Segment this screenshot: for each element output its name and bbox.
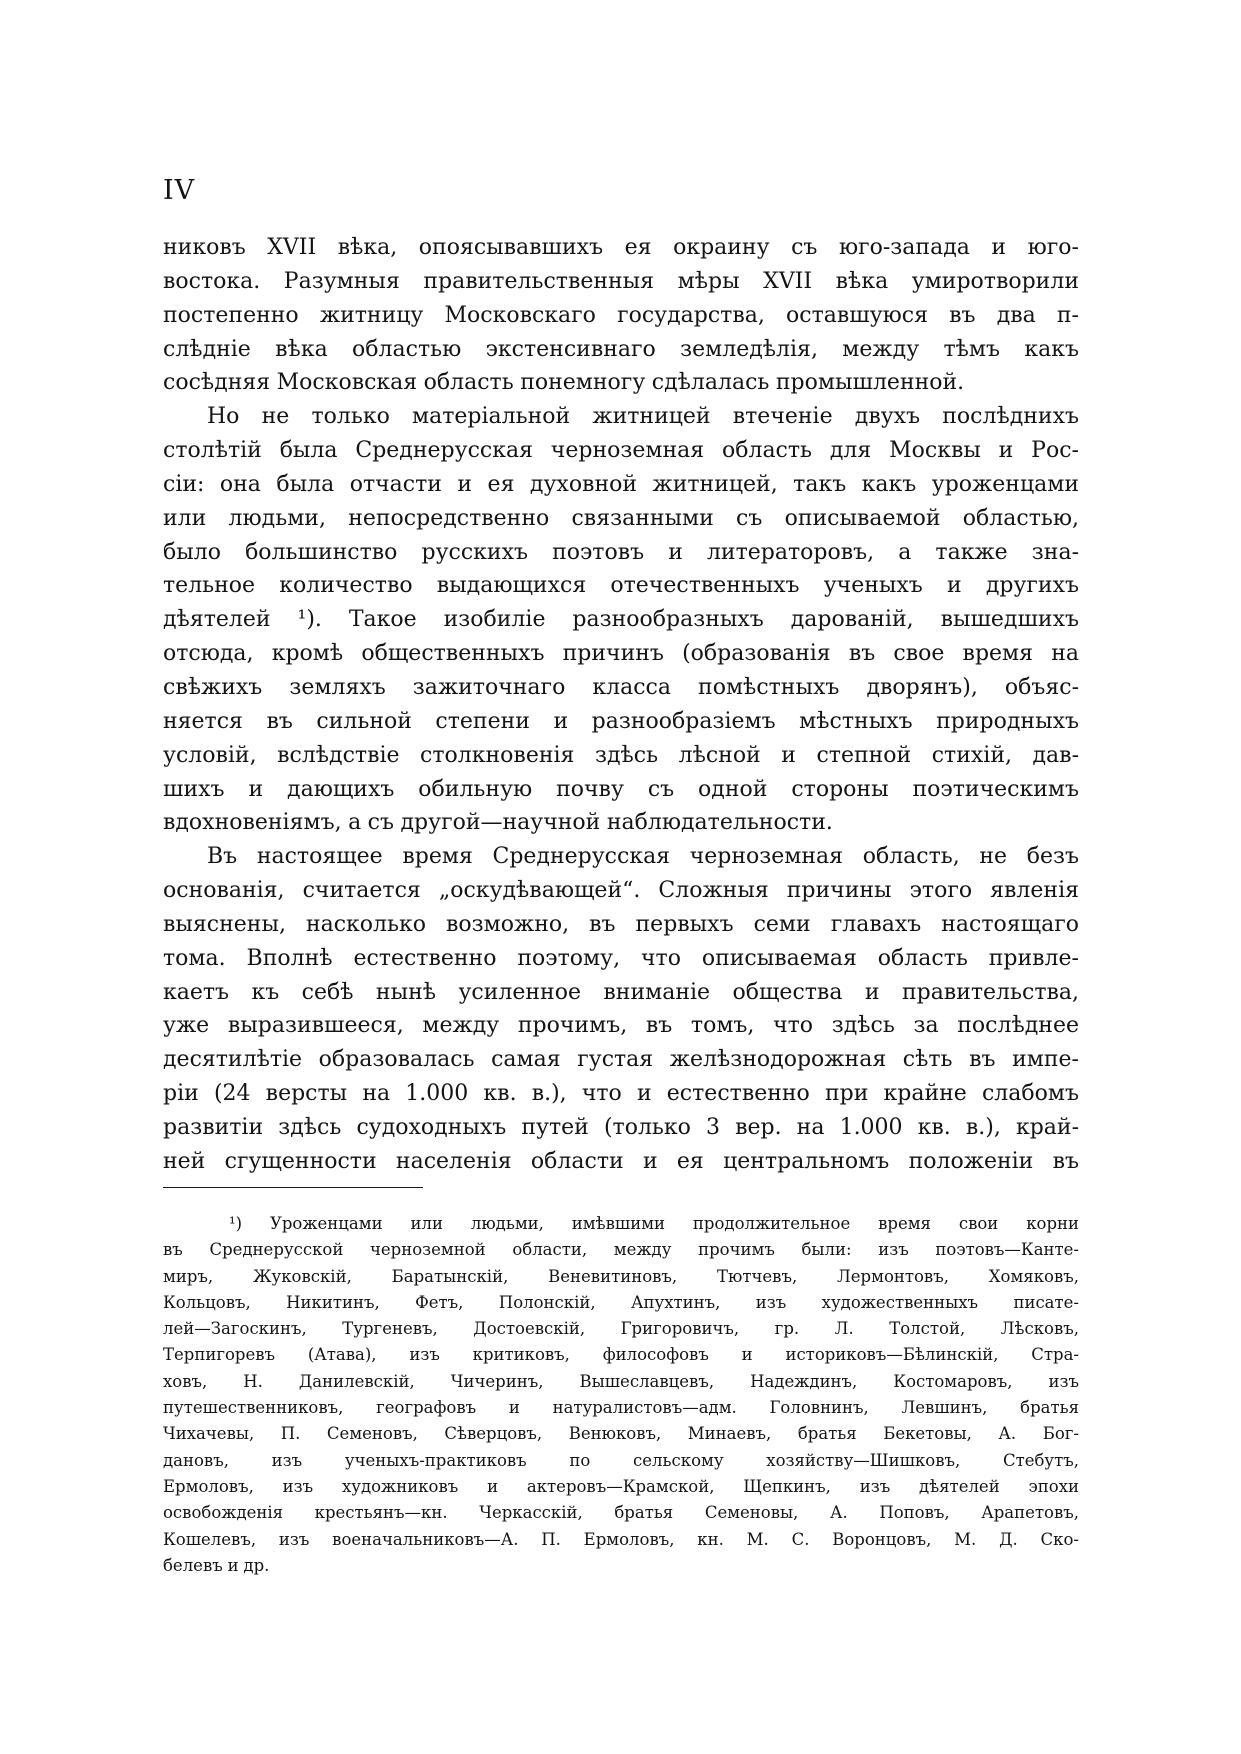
page-number: IV (163, 175, 196, 206)
body-line: няется въ сильной степени и разнообразіемъ мѣстныхъ природныхъ (163, 708, 1079, 734)
body-line: ней сгущенности населенія области и ея центральномъ положеніи въ (163, 1148, 1079, 1174)
body-line: востока. Разумныя правительственныя мѣры XVII вѣка умиротворили (163, 268, 1079, 294)
body-line: сіи: она была отчасти и ея духовной житницей, такъ какъ уроженцами (163, 471, 1079, 497)
body-line: вдохновеніямъ, а съ другой—научной наблюдательности. (163, 810, 833, 836)
body-line: слѣдніе вѣка областью экстенсивнаго земледѣлія, между тѣмъ какъ (163, 336, 1079, 362)
footnote-line: лей—Загоскинъ, Тургеневъ, Достоевскій, Григоровичъ, гр. Л. Толстой, Лѣсковъ, (163, 1319, 1079, 1339)
body-line: или людьми, непосредственно связанными съ описываемой областью, (163, 505, 1079, 531)
footnote-line: Чихачевы, П. Семеновъ, Сѣверцовъ, Венюковъ, Минаевъ, братья Бекетовы, А. Бог- (163, 1424, 1079, 1444)
footnote-divider (163, 1187, 423, 1188)
body-line: сосѣдняя Московская область понемногу сдѣлалась промышленной. (163, 370, 965, 396)
body-line: было большинство русскихъ поэтовъ и литераторовъ, а также зна- (163, 539, 1079, 565)
footnote-line: Ермоловъ, изъ художниковъ и актеровъ—Крамской, Щепкинъ, изъ дѣятелей эпохи (163, 1476, 1079, 1496)
footnote-line: дановъ, изъ ученыхъ-практиковъ по сельскому хозяйству—Шишковъ, Стебутъ, (163, 1450, 1079, 1470)
body-line: каетъ къ себѣ нынѣ усиленное вниманіе общества и правительства, (163, 979, 1079, 1005)
body-line: дѣятелей ¹). Такое изобиліе разнообразныхъ дарованій, вышедшихъ (163, 607, 1079, 633)
body-line: развитіи здѣсь судоходныхъ путей (только 3 вер. на 1.000 кв. в.), край- (163, 1114, 1079, 1140)
footnote-line: ¹) Уроженцами или людьми, имѣвшими продолжительное время свои корни (229, 1214, 1079, 1233)
body-line: выяснены, насколько возможно, въ первыхъ семи главахъ настоящаго (163, 911, 1079, 937)
body-line: тома. Вполнѣ естественно поэтому, что описываемая область привле- (163, 945, 1079, 971)
body-line: постепенно житницу Московскаго государства, оставшуюся въ два п- (163, 302, 1079, 328)
body-line: уже выразившееся, между прочимъ, въ томъ, что здѣсь за послѣднее (163, 1013, 1079, 1039)
body-line: отсюда, кромѣ общественныхъ причинъ (образованія въ свое время на (163, 641, 1079, 667)
body-line: Въ настоящее время Среднерусская черноземная область, не безъ (207, 844, 1079, 870)
body-line: Но не только матеріальной житницей втеченіе двухъ послѣднихъ (207, 404, 1079, 430)
footnote-line: белевъ и др. (163, 1555, 270, 1575)
footnote-line: Кошелевъ, изъ военачальниковъ—А. П. Ермоловъ, кн. М. С. Воронцовъ, М. Д. Ско- (163, 1529, 1079, 1549)
body-line: никовъ XVII вѣка, опоясывавшихъ ея окраину съ юго-запада и юго- (163, 235, 1079, 260)
body-line: свѣжихъ земляхъ зажиточнаго класса помѣстныхъ дворянъ), объяс- (163, 674, 1079, 700)
main-text (163, 231, 1079, 1179)
body-line: столѣтій была Среднерусская черноземная область для Москвы и Рос- (163, 438, 1079, 464)
footnote-line: Кольцовъ, Никитинъ, Фетъ, Полонскій, Апухтинъ, изъ художественныхъ писате- (163, 1292, 1079, 1312)
body-line: десятилѣтіе образовалась самая густая желѣзнодорожная сѣть въ импе- (163, 1047, 1079, 1073)
body-line: ріи (24 версты на 1.000 кв. в.), что и естественно при крайне слабомъ (163, 1081, 1079, 1107)
footnote-line: въ Среднерусской черноземной области, между прочимъ были: изъ поэтовъ—Канте- (163, 1240, 1079, 1260)
footnote-line: ховъ, Н. Данилевскій, Чичеринъ, Вышеславцевъ, Надеждинъ, Костомаровъ, изъ (163, 1371, 1079, 1391)
footnote (163, 1211, 1079, 1579)
body-line: условій, вслѣдствіе столкновенія здѣсь лѣсной и степной стихій, дав- (163, 742, 1079, 768)
body-line: основанія, считается „оскудѣвающей“. Сложныя причины этого явленія (163, 878, 1079, 904)
footnote-line: освобожденія крестьянъ—кн. Черкасскій, братья Семеновы, А. Поповъ, Арапетовъ, (163, 1503, 1079, 1523)
body-line: тельное количество выдающихся отечественныхъ ученыхъ и другихъ (163, 573, 1079, 599)
footnote-line: Терпигоревъ (Атава), изъ критиковъ, философовъ и историковъ—Бѣлинскій, Стра- (163, 1345, 1079, 1365)
body-line: шихъ и дающихъ обильную почву съ одной стороны поэтическимъ (163, 776, 1079, 802)
footnote-line: миръ, Жуковскій, Баратынскій, Веневитиновъ, Тютчевъ, Лермонтовъ, Хомяковъ, (163, 1266, 1079, 1286)
footnote-line: путешественниковъ, географовъ и натуралистовъ—адм. Головнинъ, Левшинъ, братья (163, 1398, 1079, 1418)
